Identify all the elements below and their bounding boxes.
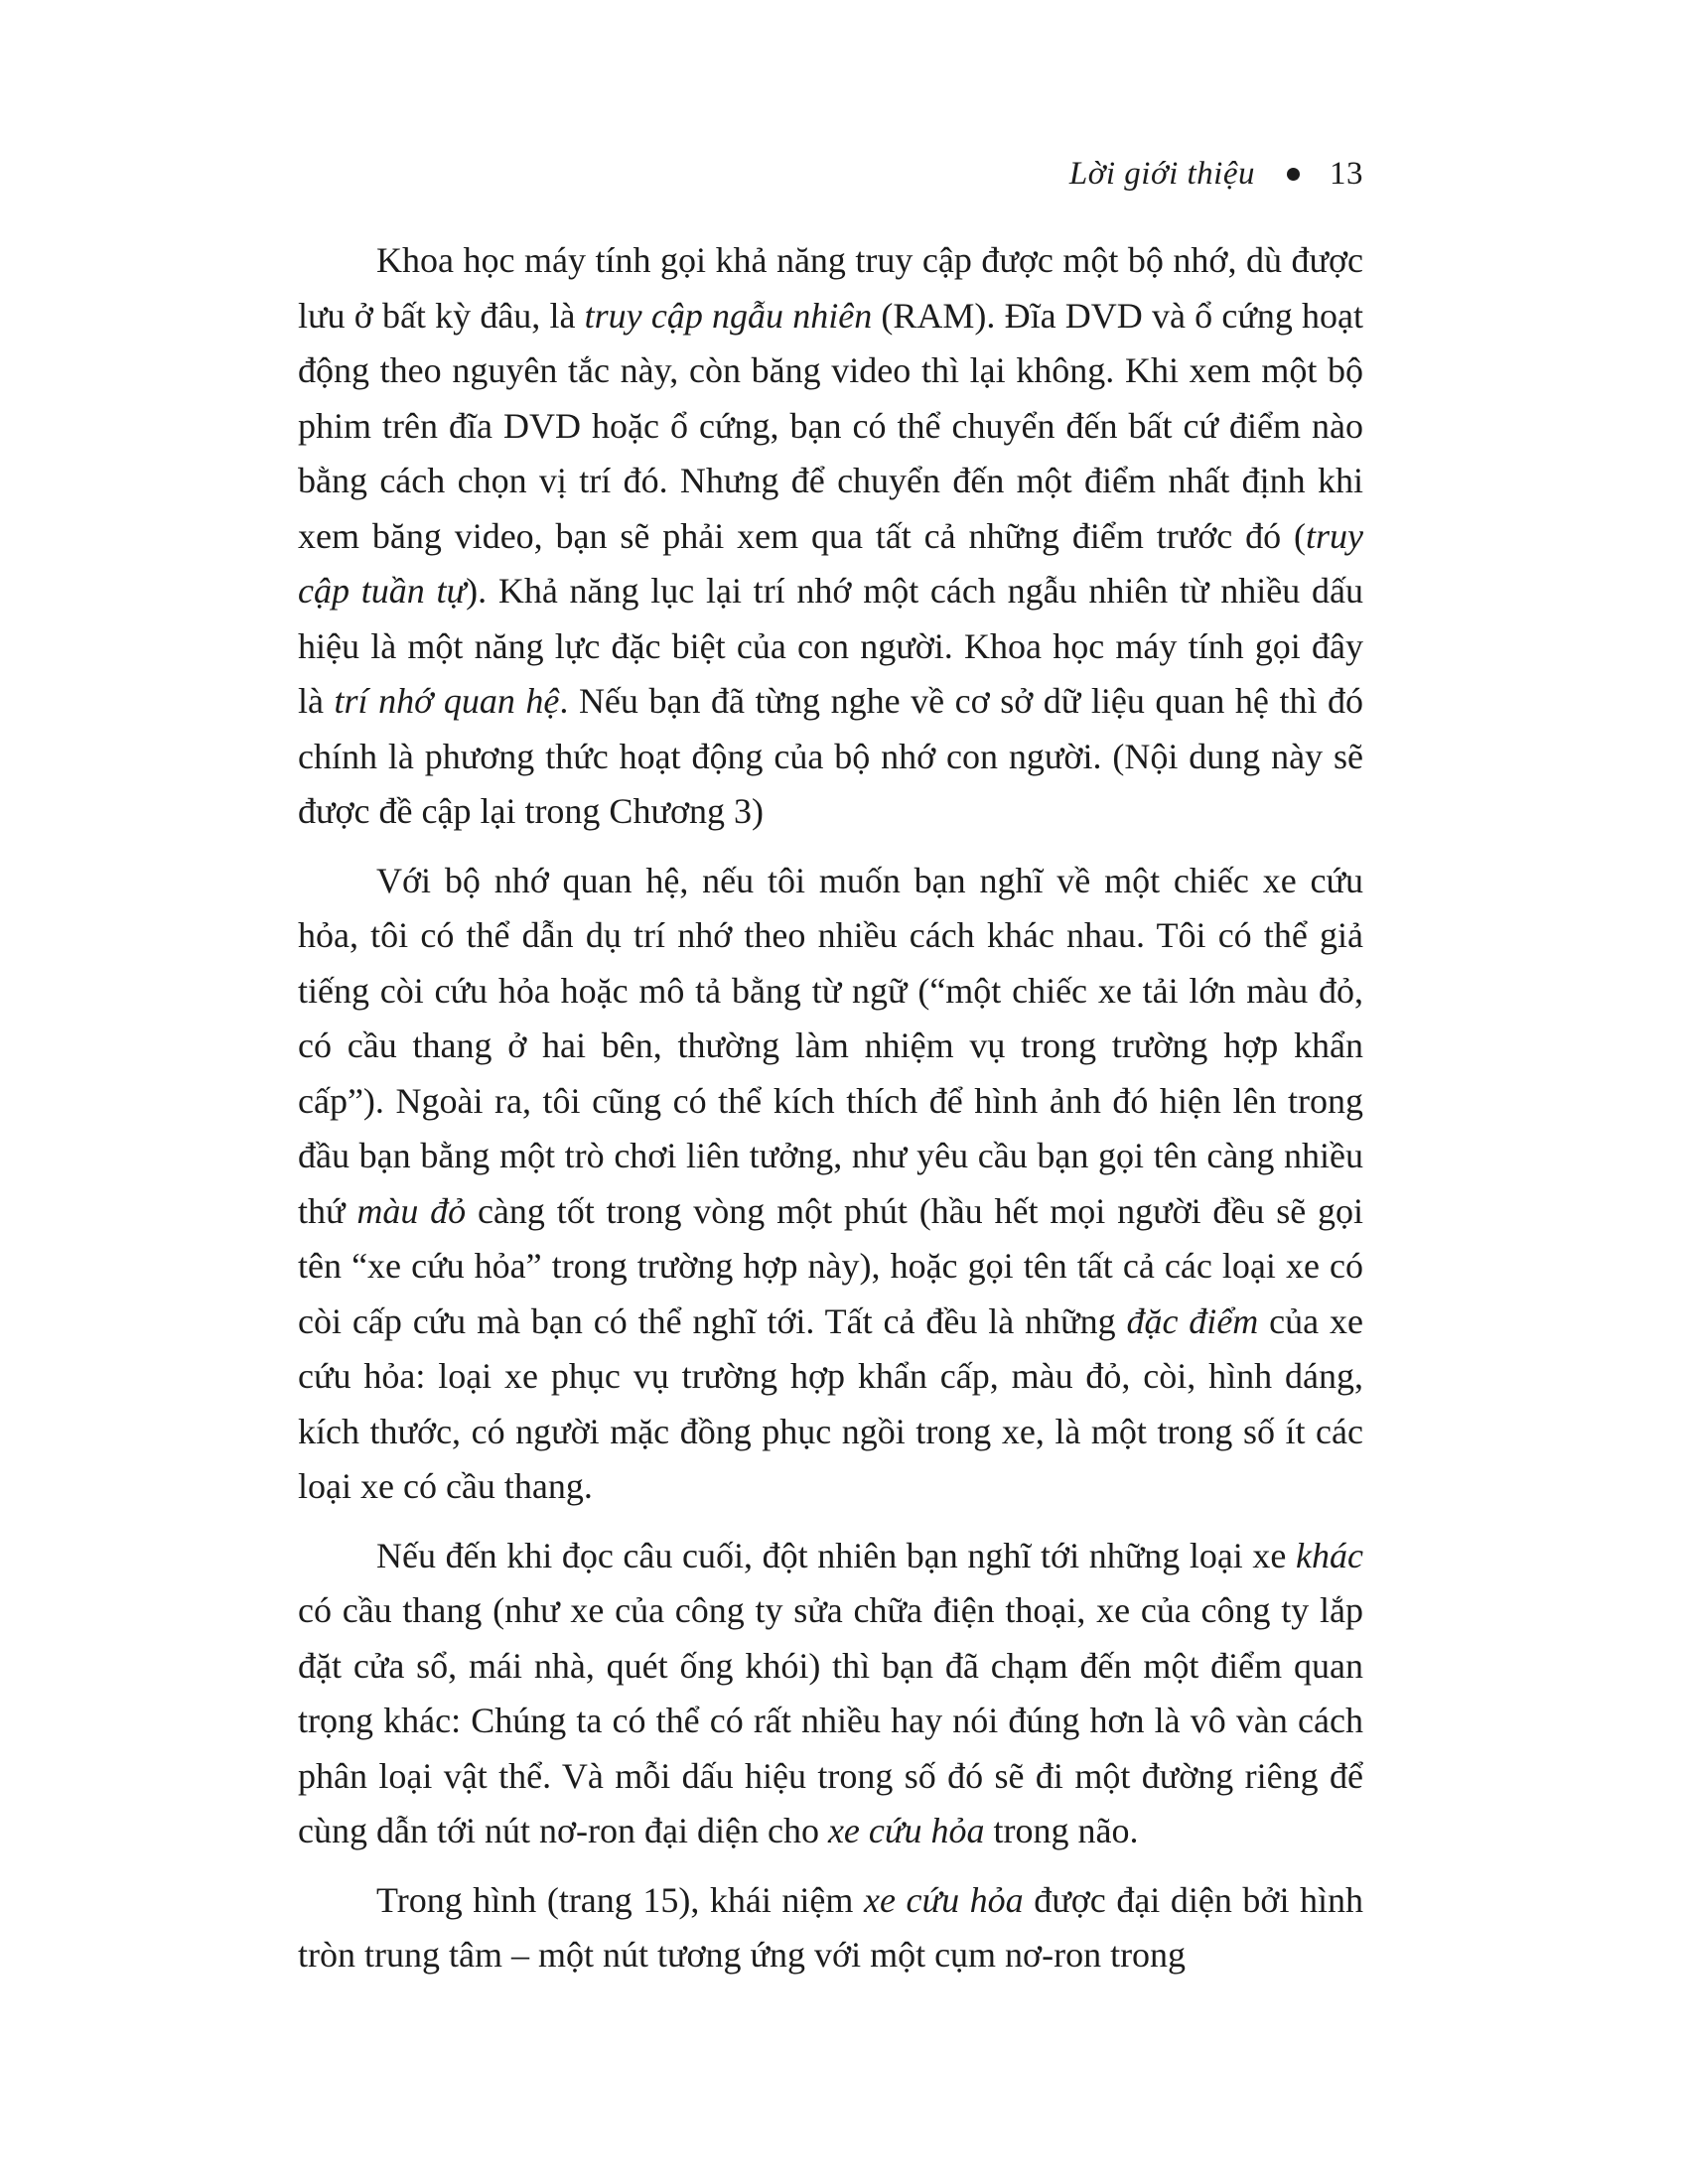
text-segment: ). Khả năng lục lại trí nhớ một cách ngẫu nhiên từ nhiều dấu hiệu là một năng lực đặc biệt của con người. Khoa học máy tính gọi đây là [298,571,1363,721]
bullet-separator-icon [1287,168,1300,181]
italic-term: truy cập ngẫu nhiên [584,295,873,336]
text-segment: Trong hình (trang 15), khái niệm [376,1879,864,1920]
running-header [1069,149,1363,199]
italic-term: xe cứu hỏa [863,1879,1024,1920]
text-segment: trong não. [984,1811,1139,1850]
paragraph-2 [298,854,1363,1515]
italic-term: màu đỏ [356,1190,467,1231]
italic-term: truy cập tuần tự [298,515,1363,611]
text-segment: . Nếu bạn đã từng nghe về cơ sở dữ liệu quan hệ thì đó chính là phương thức hoạt động của bộ nhớ con người. (Nội dung này sẽ được đề cập lại trong Chương 3) [298,681,1363,831]
chapter-title: Lời giới thiệu [1068,155,1255,192]
text-segment: được đại diện bởi hình tròn trung tâm – một nút tương ứng với một cụm nơ-ron trong [298,1879,1364,1975]
text-segment: có cầu thang (như xe của công ty sửa chữa điện thoại, xe của công ty lắp đặt cửa sổ, mái nhà, quét ống khói) thì bạn đã chạm đến một điểm quan trọng khác: Chúng ta có thể có rất nhiều hay nói đúng hơn là vô vàn cách phân loại vật thể. Và mỗi dấu hiệu trong số đó sẽ đi một đường riêng để cùng dẫn tới nút nơ-ron đại diện cho [298,1590,1363,1850]
text-segment: của xe cứu hỏa: loại xe phục vụ trường hợp khẩn cấp, màu đỏ, còi, hình dáng, kích thước, có người mặc đồng phục ngồi trong xe, là một trong số ít các loại xe có cầu thang. [298,1300,1363,1506]
italic-term: trí nhớ quan hệ [334,681,560,721]
page-number: 13 [1330,155,1363,192]
body-text [298,233,1363,1997]
italic-term: đặc điểm [1126,1300,1259,1341]
text-segment: Khoa học máy tính gọi khả năng truy cập được một bộ nhớ, dù được lưu ở bất kỳ đâu, là [298,240,1363,336]
text-segment: càng tốt trong vòng một phút (hầu hết mọi người đều sẽ gọi tên “xe cứu hỏa” trong trường hợp này), hoặc gọi tên tất cả các loại xe có còi cấp cứu mà bạn có thể nghĩ tới. Tất cả đều là những [298,1190,1364,1341]
text-segment: Nếu đến khi đọc câu cuối, đột nhiên bạn nghĩ tới những loại xe [376,1535,1297,1575]
text-segment: Với bộ nhớ quan hệ, nếu tôi muốn bạn nghĩ về một chiếc xe cứu hỏa, tôi có thể dẫn dụ trí nhớ theo nhiều cách khác nhau. Tôi có thể giả tiếng còi cứu hỏa hoặc mô tả bằng từ ngữ (“một chiếc xe tải lớn màu đỏ, có cầu thang ở hai bên, thường làm nhiệm vụ trong trường hợp khẩn cấp”). Ngoài ra, tôi cũng có thể kích thích để hình ảnh đó hiện lên trong đầu bạn bằng một trò chơi liên tưởng, như yêu cầu bạn gọi tên càng nhiều thứ [298,860,1363,1231]
italic-term: xe cứu hỏa [827,1811,985,1850]
paragraph-1 [298,233,1363,840]
italic-term: khác [1296,1535,1363,1575]
text-segment: (RAM). Đĩa DVD và ổ cứng hoạt động theo nguyên tắc này, còn băng video thì lại không. Khi xem một bộ phim trên đĩa DVD hoặc ổ cứng, bạn có thể chuyển đến bất cứ điểm nào bằng cách chọn vị trí đó. Nhưng để chuyển đến một điểm nhất định khi xem băng video, bạn sẽ phải xem qua tất cả những điểm trước đó ( [298,295,1364,556]
paragraph-3 [298,1529,1363,1859]
paragraph-4 [298,1873,1363,1983]
